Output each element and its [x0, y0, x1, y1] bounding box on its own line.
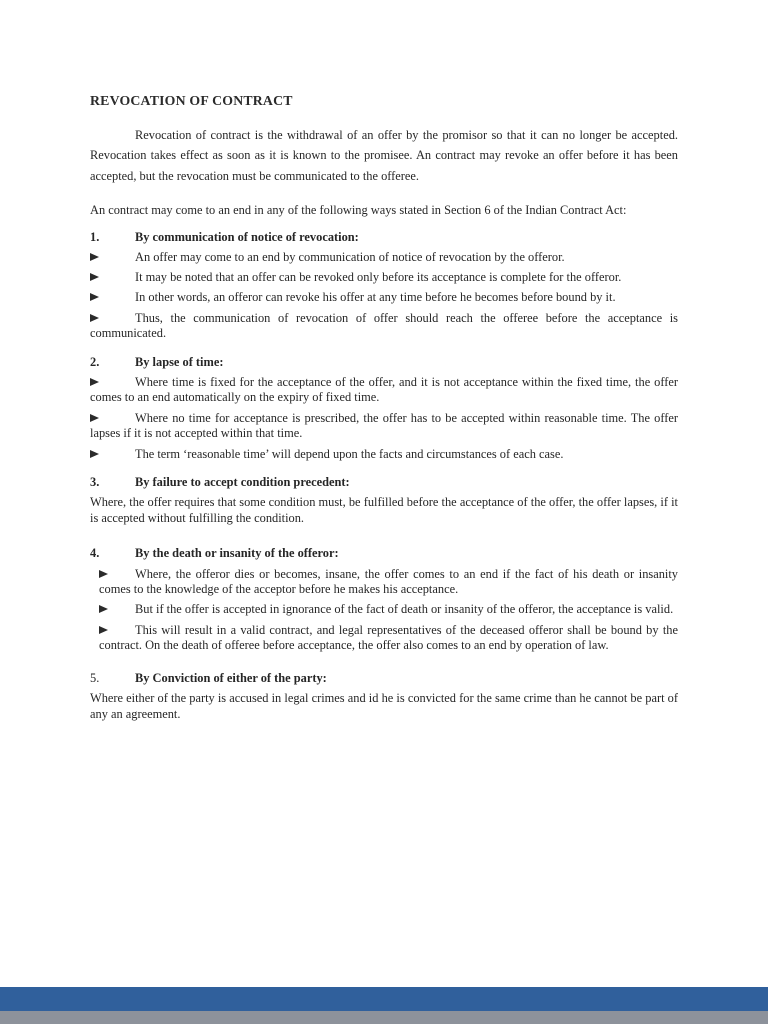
section-body: Where, the offer requires that some condition must, be fulfilled before the acceptance of the offer, the offer lapses, if it is accepted without fulfilling the condition. [90, 495, 678, 525]
bottom-page-gap-strip [0, 1011, 768, 1024]
bullet-arrow-icon [90, 250, 135, 266]
sections-container [90, 230, 678, 723]
bullet-arrow-icon [99, 567, 135, 583]
page-title: REVOCATION OF CONTRACT [90, 93, 293, 108]
bullet-item [90, 447, 678, 463]
intro-paragraph-1: Revocation of contract is the withdrawal of an offer by the promisor so that it can no longer be accepted. Revocation takes effect as soon as it is known to the promisee. An contract may revoke an offer before it has been accepted, but the revocation must be communicated to the offeree. [90, 127, 678, 183]
bullet-arrow-icon [90, 447, 135, 463]
bullet-item [90, 623, 678, 654]
bullet-text: Thus, the communication of revocation of offer should reach the offeree before the acceptance is communicated. [90, 310, 678, 341]
section-heading-row [90, 546, 678, 562]
bullet-item [90, 290, 678, 306]
bullet-text: Where time is fixed for the acceptance of the offer, and it is not acceptance within the fixed time, the offer comes to an end automatically on the expiry of fixed time. [90, 374, 678, 405]
section-heading: By communication of notice of revocation: [135, 229, 359, 244]
bullet-arrow-icon [90, 270, 135, 286]
section-number: 3. [90, 475, 100, 490]
section-1 [90, 230, 678, 342]
section-heading: By the death or insanity of the offeror: [135, 546, 339, 561]
intro-paragraph-2: An contract may come to an end in any of the following ways stated in Section 6 of the Indian Contract Act: [90, 203, 627, 217]
bullet-text: Where no time for acceptance is prescribed, the offer has to be accepted within reasonable time. The offer lapses if it is not accepted within that time. [90, 410, 678, 441]
bullet-item [90, 567, 678, 598]
section-number: 5. [90, 670, 100, 685]
section-heading: By lapse of time: [135, 354, 224, 369]
bullet-item [90, 311, 678, 342]
bullet-arrow-icon [90, 411, 135, 427]
bullet-text: Where, the offeror dies or becomes, insane, the offer comes to an end if the fact of his death or insanity comes to the knowledge of the acceptor before he makes his acceptance. [99, 566, 678, 597]
bullet-text: An offer may come to an end by communication of notice of revocation by the offeror. [135, 249, 565, 264]
bullet-text: In other words, an offeror can revoke his offer at any time before he becomes before bound by it. [135, 290, 616, 305]
section-heading: By failure to accept condition precedent: [135, 475, 350, 490]
bullet-item [90, 411, 678, 442]
section-2 [90, 355, 678, 462]
section-number: 1. [90, 229, 100, 244]
section-heading: By Conviction of either of the party: [135, 670, 327, 685]
bullet-item [90, 250, 678, 266]
section-number: 2. [90, 354, 100, 369]
bullet-item [90, 375, 678, 406]
bullet-item [90, 602, 678, 618]
bullet-arrow-icon [90, 311, 135, 327]
section-heading-row [90, 355, 678, 371]
bottom-banner-bar [0, 987, 768, 1011]
bullet-arrow-icon [99, 623, 135, 639]
section-heading-row [90, 475, 678, 491]
section-3 [90, 475, 678, 526]
bullet-text: This will result in a valid contract, and legal representatives of the deceased offeror shall be bound by the contract. On the death of offeree before acceptance, the offer also comes to an end by operation of law. [99, 622, 678, 653]
bullet-text: The term ‘reasonable time’ will depend upon the facts and circumstances of each case. [135, 446, 564, 461]
section-body: Where either of the party is accused in legal crimes and id he is convicted for the same crime than he cannot be part of any an agreement. [90, 691, 678, 721]
section-4 [90, 546, 678, 653]
section-5 [90, 671, 678, 722]
bullet-text: It may be noted that an offer can be revoked only before its acceptance is complete for the offeror. [135, 270, 622, 285]
bullet-item [90, 270, 678, 286]
bullet-arrow-icon [90, 290, 135, 306]
section-heading-row [90, 671, 678, 687]
bullet-arrow-icon [90, 375, 135, 391]
bullet-arrow-icon [99, 602, 135, 618]
bullet-text: But if the offer is accepted in ignorance of the fact of death or insanity of the offeror, the acceptance is valid. [135, 602, 674, 617]
section-number: 4. [90, 546, 100, 561]
section-heading-row [90, 230, 678, 246]
